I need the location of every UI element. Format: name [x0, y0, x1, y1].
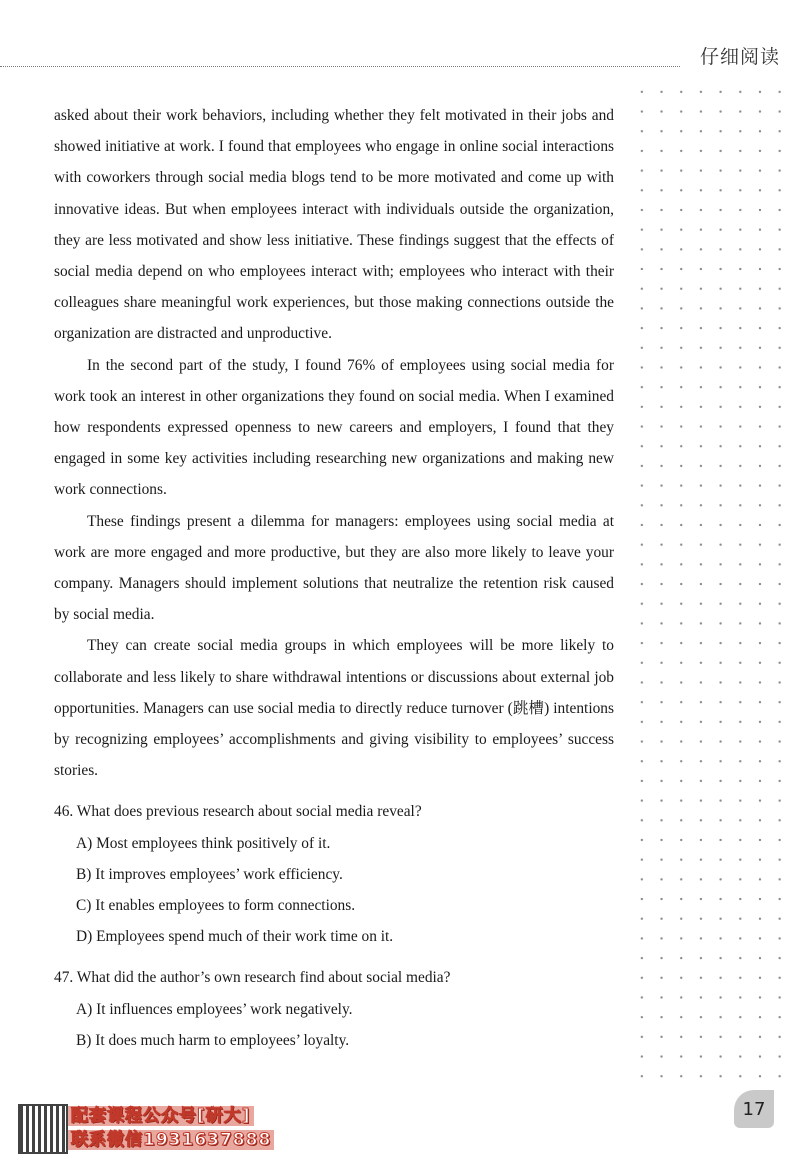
question-stem: 46. What does previous research about social media reveal?: [54, 803, 422, 821]
watermark-line-1: 配套课程公众号[研大]: [68, 1106, 254, 1126]
dot-grid-notes-area: [632, 82, 790, 1092]
option-d: D) Employees spend much of their work time on it.: [76, 928, 394, 946]
watermark-line-2: 联系微信1931637888: [68, 1130, 274, 1150]
watermark: [18, 1104, 318, 1156]
option-b: B) It improves employees’ work efficiency.: [76, 865, 343, 883]
section-title: 仔细阅读: [700, 46, 781, 68]
paragraph-1: asked about their work behaviors, including whether they felt motivated in their jobs and showed initiative at work. I found that employees who engage in online social interactions with coworkers through social media blogs tend to be more motivated and come up with innovative ideas. But when employees interact with individuals outside the organization, they are less motivated and show less initiative. These findings suggest that the effects of social media depend on who employees interact with; employees who interact with their colleagues share meaningful work experiences, but those making connections outside the organization are distracted and unproductive.: [54, 107, 614, 343]
option-c: C) It enables employees to form connections.: [76, 897, 356, 915]
option-a: A) It influences employees’ work negatively.: [76, 1000, 353, 1018]
question-stem: 47. What did the author’s own research find about social media?: [54, 969, 451, 987]
paragraph-4: They can create social media groups in which employees will be more likely to collaborate and less likely to share withdrawal intentions or discussions about external job opportunities. Managers can use social media to directly reduce turnover (跳槽) intentions by recognizing employees’ accomplishments and giving visibility to employees’ success stories.: [54, 637, 614, 780]
paragraph-3: These findings present a dilemma for managers: employees using social media at work are more engaged and more productive, but they are also more likely to leave your company. Managers should implement solutions that neutralize the retention risk caused by social media.: [54, 512, 614, 624]
question-47: [54, 962, 614, 1056]
question-46: [54, 796, 614, 952]
option-a: A) Most employees think positively of it.: [76, 834, 331, 852]
page-number: 17: [742, 1098, 766, 1120]
page-content: [54, 100, 614, 1056]
paragraph-2: In the second part of the study, I found 76% of employees using social media for work took an interest in other organizations they found on social media. When I examined how respondents expressed openness to new careers and employers, I found that they engaged in some key activities including researching new organizations and making new work connections.: [54, 356, 614, 499]
qr-code-icon: [18, 1104, 68, 1154]
header-divider: [0, 66, 680, 67]
option-b: B) It does much harm to employees’ loyalty.: [76, 1031, 350, 1049]
page-number-badge: [734, 1090, 774, 1128]
